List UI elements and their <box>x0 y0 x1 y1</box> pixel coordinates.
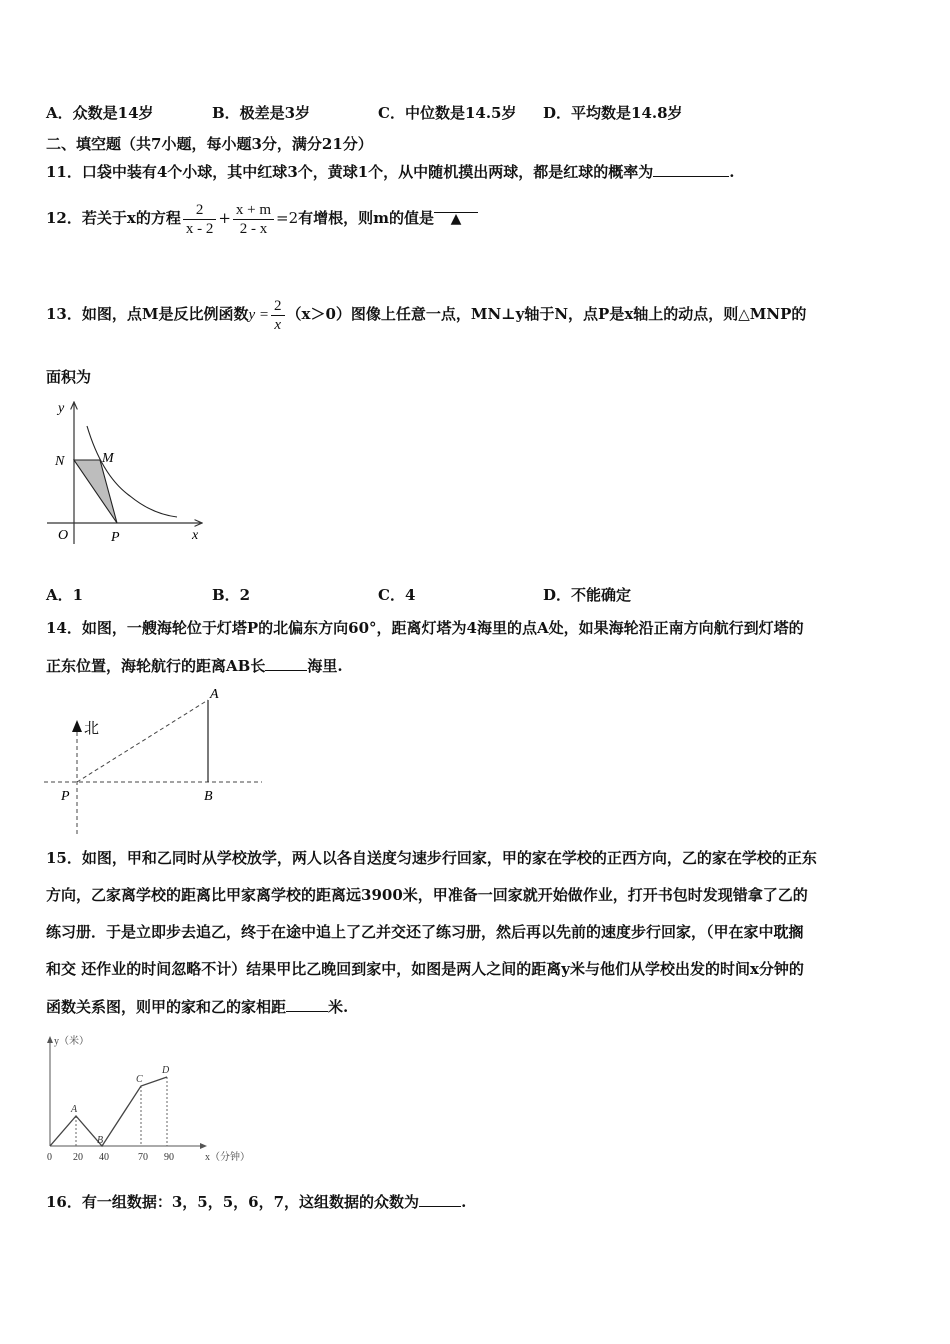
q15-chart <box>38 1032 278 1172</box>
q10-option-a: A．众数是14岁 <box>46 104 154 122</box>
q13-m-label: M <box>102 451 114 466</box>
q14-north-label: 北 <box>84 721 100 737</box>
q13-option-b: B．2 <box>212 586 251 604</box>
q12-equals: =2 <box>276 209 299 227</box>
q13-func-den: x <box>274 316 282 333</box>
q13-triangle-mnp <box>74 460 117 523</box>
q13-y-label: y <box>58 401 65 416</box>
q14-figure <box>42 684 272 836</box>
q14-b-label: B <box>204 789 213 804</box>
question-11 <box>46 161 734 182</box>
q12-frac2-den: 2 - x <box>239 220 268 237</box>
q15-x-tick-label: 70 <box>138 1152 148 1163</box>
q12-answer-blank: ▲ <box>434 197 478 213</box>
q13-option-a: A．1 <box>46 586 84 604</box>
q13-line-2: 面积为 <box>46 368 92 386</box>
q12-fraction-2 <box>233 201 274 238</box>
q15-x-tick-label: 90 <box>164 1152 174 1163</box>
q15-y-axis-label: y（米） <box>54 1036 89 1047</box>
q15-point-label: D <box>162 1065 170 1076</box>
q15-x-tick-label: 0 <box>47 1152 52 1163</box>
q14-p-label: P <box>61 789 70 804</box>
q11-end: . <box>729 163 735 181</box>
q13-func-num: 2 <box>271 297 285 316</box>
q15-y-arrow-icon <box>47 1036 53 1043</box>
section-heading: 二、填空题（共7小题，每小题3分，满分21分） <box>46 135 373 153</box>
q13-o-label: O <box>58 528 69 543</box>
q15-x-axis-label: x（分钟） <box>205 1152 250 1163</box>
q15-x-tick-label: 40 <box>99 1152 109 1163</box>
q14-line2-suffix: 海里. <box>307 657 343 675</box>
q13-x-label: x <box>192 528 199 543</box>
q13-p-label: P <box>111 530 120 545</box>
q13-func-fraction <box>271 297 285 334</box>
q10-option-c: C．中位数是14.5岁 <box>378 104 517 122</box>
q14-line-pa <box>77 700 208 782</box>
q15-answer-blank <box>286 996 328 1012</box>
q14-line2-prefix: 正东位置，海轮航行的距离AB长 <box>46 657 266 675</box>
q12-frac1-num: 2 <box>183 201 217 220</box>
q14-line-1: 14．如图，一艘海轮位于灯塔P的北偏东方向60°，距离灯塔为4海里的点A处，如果海轮沿正南方向航行到灯塔的 <box>46 619 804 637</box>
q15-line-1: 15．如图，甲和乙同时从学校放学，两人以各自送度匀速步行回家，甲的家在学校的正西方向，乙的家在学校的正东 <box>46 849 817 867</box>
question-12 <box>46 196 478 240</box>
q13-option-c: C．4 <box>378 586 416 604</box>
q14-line-2 <box>46 655 343 676</box>
q16-text: 16．有一组数据：3，5，5，6，7，这组数据的众数为 <box>46 1193 420 1211</box>
q13-option-d: D．不能确定 <box>543 586 632 604</box>
q14-north-arrow-icon <box>72 720 82 732</box>
q13-suffix: （x＞0）图像上任意一点，MN⊥y轴于N，点P是x轴上的动点，则△MNP的 <box>286 305 807 323</box>
q15-line-5 <box>46 996 348 1017</box>
q12-suffix: 有增根，则m的值是 <box>298 209 435 227</box>
q15-line-3: 练习册．于是立即步去追乙，终于在途中追上了乙并交还了练习册，然后再以先前的速度步行回家，（甲在家中耽搁 <box>46 923 804 941</box>
q15-line5-suffix: 米. <box>328 998 349 1016</box>
q16-end: . <box>461 1193 467 1211</box>
q15-point-label: A <box>71 1104 78 1115</box>
q12-frac1-den: x - 2 <box>185 220 214 237</box>
q15-point-label: C <box>136 1074 143 1085</box>
q15-line5-prefix: 函数关系图，则甲的家和乙的家相距 <box>46 998 287 1016</box>
q15-line-2: 方向，乙家离学校的距离比甲家离学校的距离远3900米，甲准备一回家就开始做作业，打开书包时发现错拿了乙的 <box>46 886 808 904</box>
q15-line-4: 和交 还作业的时间忽略不计）结果甲比乙晚回到家中，如图是两人之间的距离y米与他们从学校出发的时间x分钟的 <box>46 960 804 978</box>
q13-func-lhs: y = <box>248 307 270 323</box>
question-16 <box>46 1191 466 1212</box>
q13-n-label: N <box>55 454 65 469</box>
question-13 <box>46 282 806 346</box>
q14-a-label: A <box>210 687 219 702</box>
q14-answer-blank <box>265 655 307 671</box>
q12-frac2-num: x + m <box>233 201 274 220</box>
q16-answer-blank <box>419 1191 461 1207</box>
q11-answer-blank <box>653 161 729 177</box>
q12-plus: + <box>218 209 231 227</box>
q10-option-d: D．平均数是14.8岁 <box>543 104 683 122</box>
q13-prefix: 13．如图，点M是反比例函数 <box>46 305 249 323</box>
q11-text: 11．口袋中装有4个小球，其中红球3个，黄球1个，从中随机摸出两球，都是红球的概率为 <box>46 163 654 181</box>
q15-point-label: B <box>97 1135 104 1146</box>
q13-figure <box>42 396 217 551</box>
q15-series-line <box>50 1077 167 1146</box>
q15-x-tick-label: 20 <box>73 1152 83 1163</box>
q10-option-b: B．极差是3岁 <box>212 104 311 122</box>
q12-fraction-1 <box>183 201 217 238</box>
q12-prefix: 12．若关于x的方程 <box>46 209 181 227</box>
q15-x-arrow-icon <box>200 1143 207 1149</box>
